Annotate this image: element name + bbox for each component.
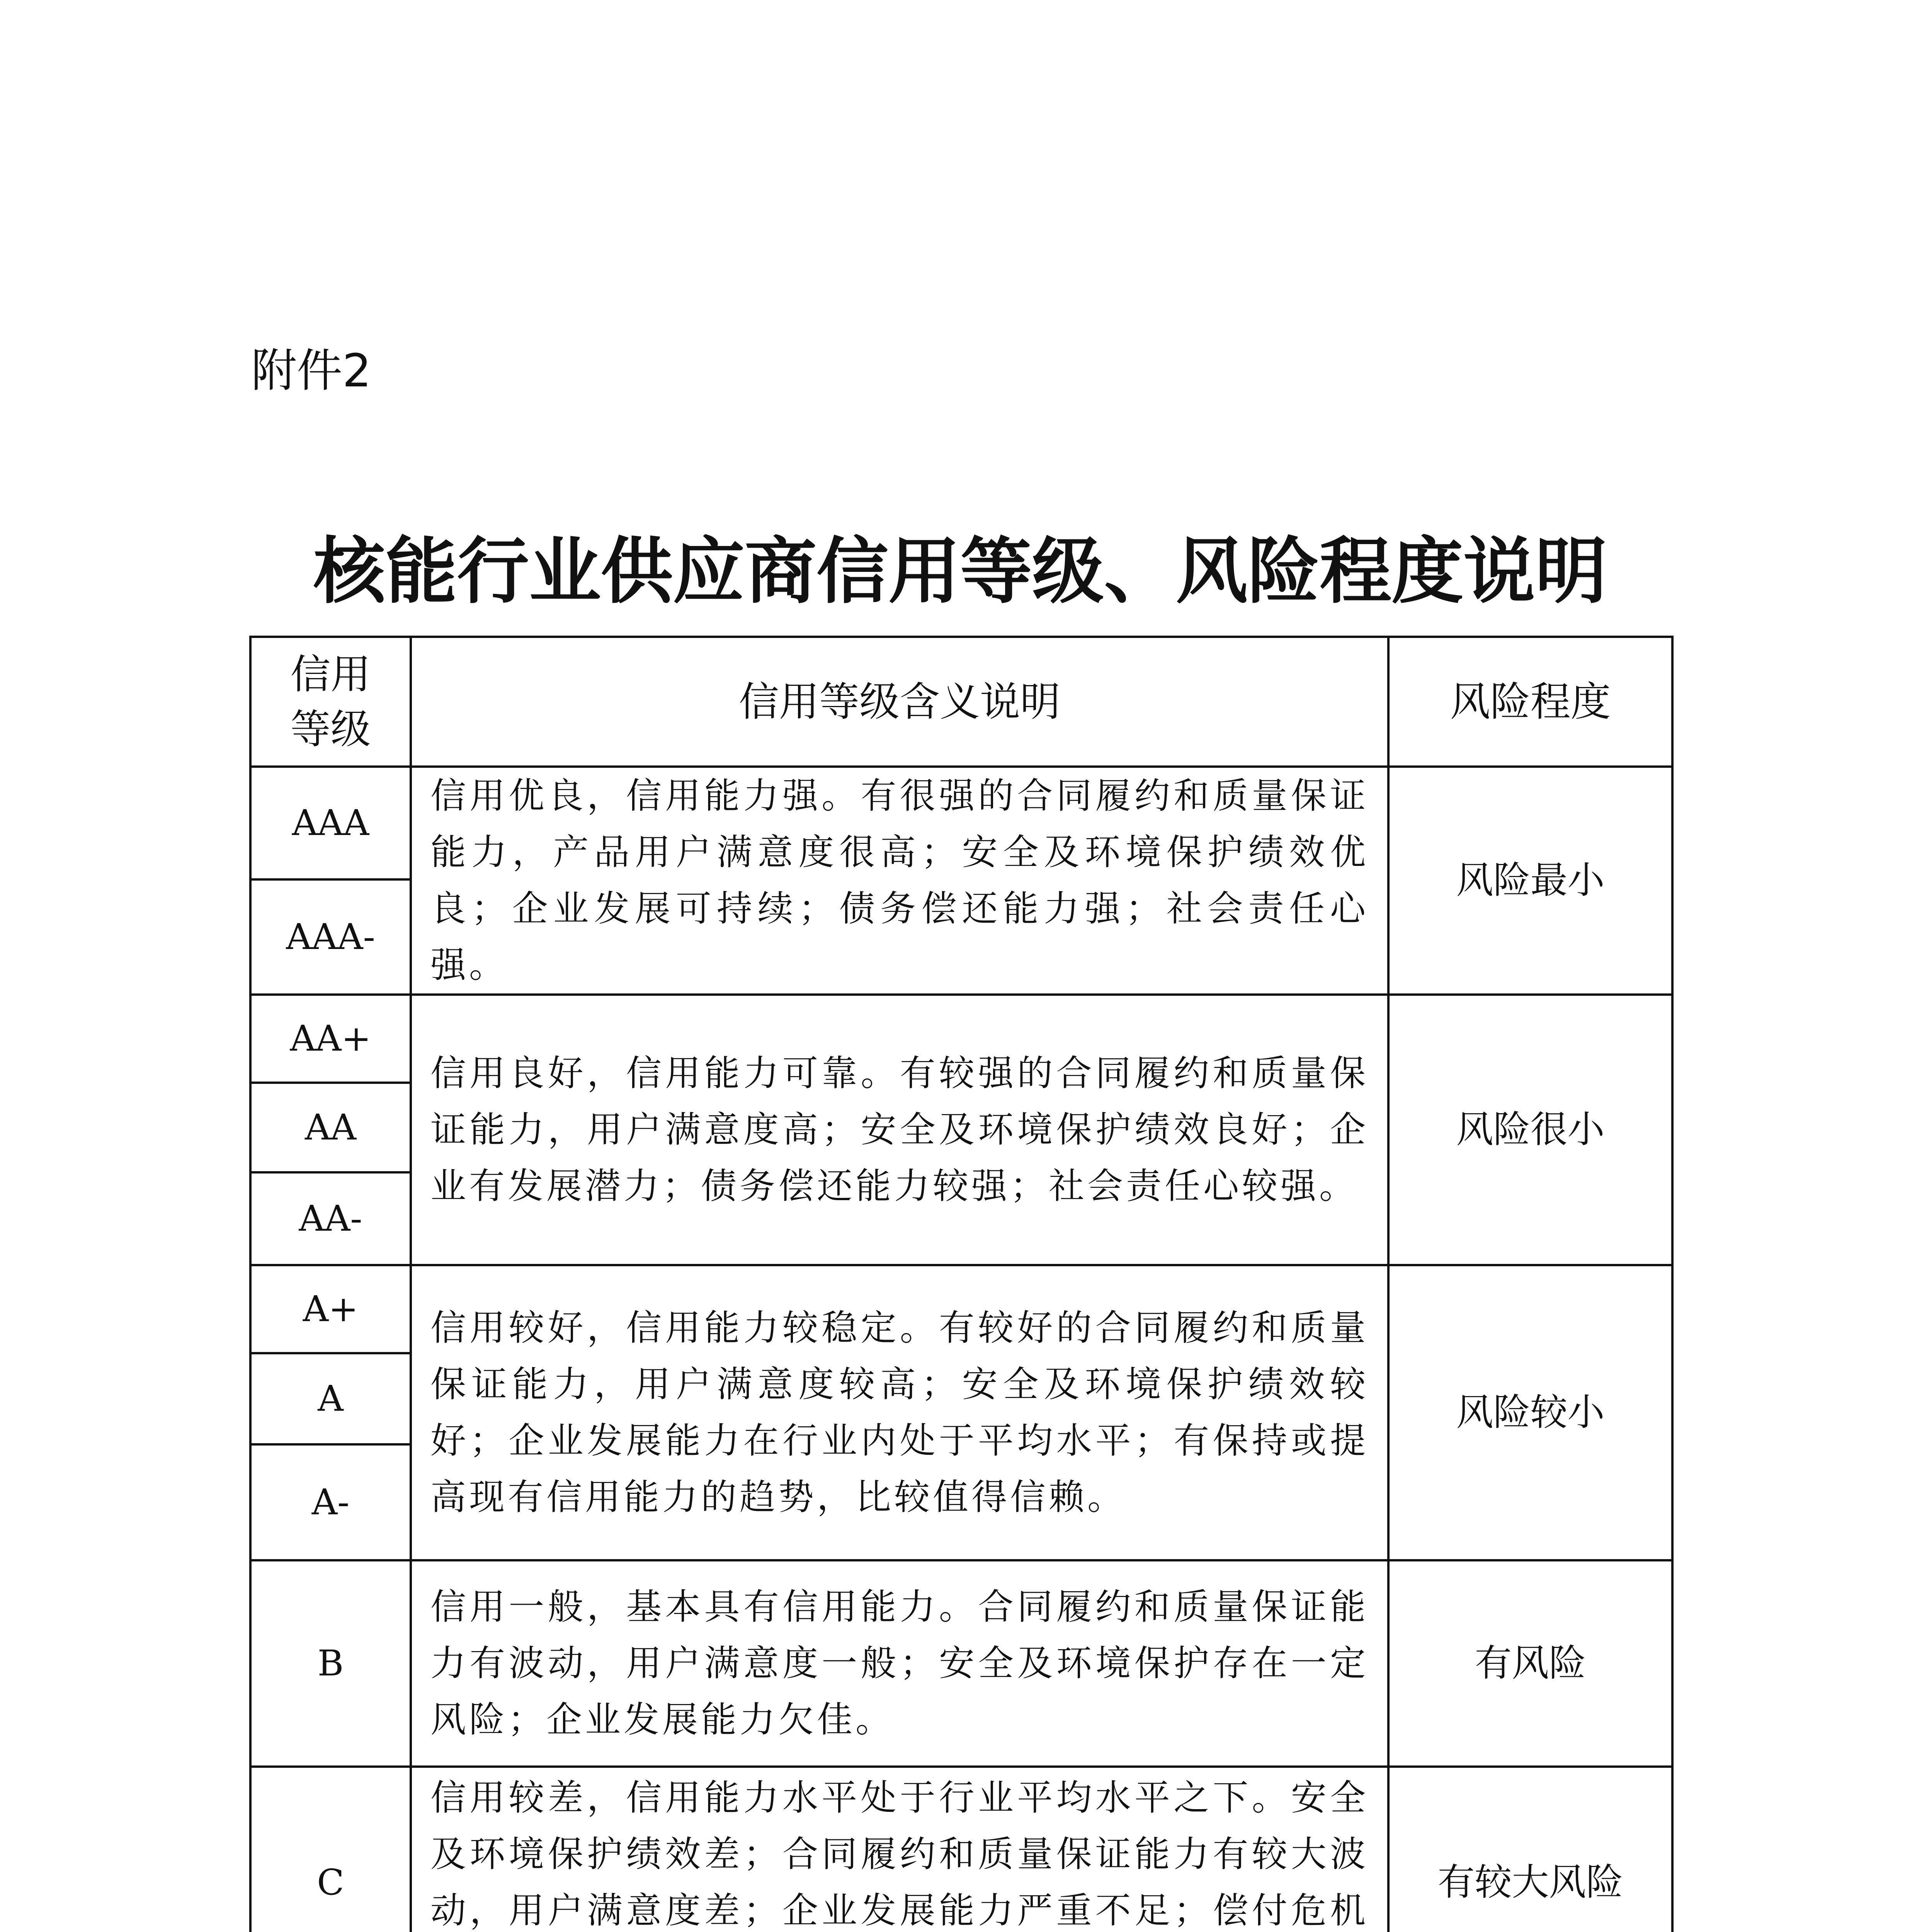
header-grade-line1: 信用	[290, 651, 371, 698]
grade-cell: C	[250, 1767, 411, 1932]
risk-cell: 有较大风险	[1388, 1767, 1672, 1932]
grade-cell: A	[250, 1353, 411, 1444]
description-cell: 信用较好，信用能力较稳定。有较好的合同履约和质量保证能力，用户满意度较高；安全及环境保护绩效较好；企业发展能力在行业内处于平均水平；有保持或提高现有信用能力的趋势，比较值得信赖。	[411, 1265, 1388, 1560]
attachment-label: 附件2	[251, 344, 372, 397]
header-credit-grade	[250, 637, 411, 767]
header-risk-level: 风险程度	[1388, 637, 1672, 767]
description-cell: 信用较差，信用能力水平处于行业平均水平之下。安全及环境保护绩效差；合同履约和质量保证能力有较大波动，用户满意度差；企业发展能力严重不足；偿付危机	[411, 1767, 1388, 1932]
risk-cell: 风险很小	[1388, 995, 1672, 1265]
grade-cell: A-	[250, 1444, 411, 1560]
grade-cell: B	[250, 1560, 411, 1767]
risk-cell: 风险较小	[1388, 1265, 1672, 1560]
table-header-row	[250, 637, 1672, 767]
header-description: 信用等级含义说明	[411, 637, 1388, 767]
grade-cell: AA+	[250, 995, 411, 1083]
grade-cell: A+	[250, 1265, 411, 1353]
risk-cell: 风险最小	[1388, 767, 1672, 995]
description-cell: 信用一般，基本具有信用能力。合同履约和质量保证能力有波动，用户满意度一般；安全及环境保护存在一定风险；企业发展能力欠佳。	[411, 1560, 1388, 1767]
grade-cell: AA	[250, 1083, 411, 1172]
grade-cell: AA-	[250, 1172, 411, 1265]
table-row	[250, 1265, 1672, 1353]
table-row	[250, 995, 1672, 1083]
header-grade-line2: 等级	[290, 706, 371, 753]
grade-cell: AAA	[250, 767, 411, 879]
description-cell: 信用优良，信用能力强。有很强的合同履约和质量保证能力，产品用户满意度很高；安全及环境保护绩效优良；企业发展可持续；债务偿还能力强；社会责任心强。	[411, 767, 1388, 995]
risk-cell: 有风险	[1388, 1560, 1672, 1767]
table-row	[250, 1767, 1672, 1932]
table-row	[250, 1560, 1672, 1767]
credit-grade-table	[249, 636, 1674, 1932]
document-title: 核能行业供应商信用等级、风险程度说明	[313, 529, 1607, 613]
description-cell: 信用良好，信用能力可靠。有较强的合同履约和质量保证能力，用户满意度高；安全及环境保护绩效良好；企业有发展潜力；债务偿还能力较强；社会责任心较强。	[411, 995, 1388, 1265]
table-row	[250, 767, 1672, 879]
grade-cell: AAA-	[250, 879, 411, 995]
